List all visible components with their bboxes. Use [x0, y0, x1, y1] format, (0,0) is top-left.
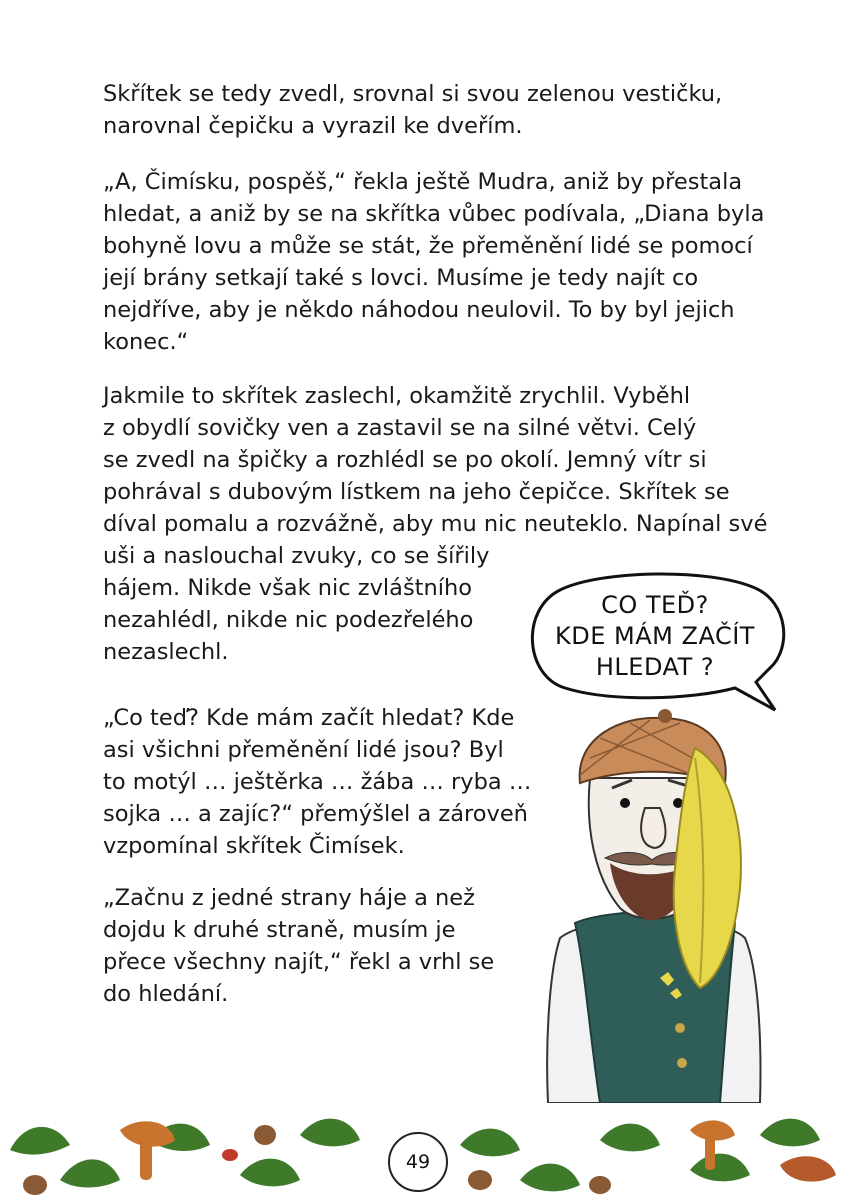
page-number-badge — [388, 1132, 448, 1192]
paragraph-3: Jakmile to skřítek zaslechl, okamžitě zrychlil. Vyběhl z obydlí sovičky ven a zastavil se na silné větvi. Celý se zvedl na špičky a rozhlédl se po okolí. Jemný vítr si pohrával s dubovým lístkem na jeho čepičce. Skřítek se díval pomalu a rozvážně, aby mu nic neuteklo. Napínal své uši a naslouchal zvuky, co se šířily hájem. Nikde však nic zvláštního nezahlédl, nikde nic podezřelého nezaslechl. — [103, 383, 768, 665]
paragraph-4: „Co teď? Kde mám začít hledat? Kde asi všichni přeměnění lidé jsou? Byl to motýl … ještěrka … žába … ryba … sojka … a zajíc?“ přemýšlel a zároveň vzpomínal skřítek Čimísek. — [103, 705, 532, 859]
page-number: 49 — [405, 1151, 431, 1173]
paragraph-5: „Začnu z jedné strany háje a než dojdu k druhé straně, musím je přece všechny najít,“ řekl a vrhl se do hledání. — [103, 885, 495, 1007]
paragraph-1: Skřítek se tedy zvedl, srovnal si svou zelenou vestičku, narovnal čepičku a vyrazil ke dveřím. — [103, 81, 723, 139]
gnome-illustration-icon — [530, 708, 775, 1103]
speech-bubble-text: CO TEĎ? KDE MÁM ZAČÍT HLEDAT ? — [555, 591, 755, 681]
paragraph-2: „A, Čimísku, pospěš,“ řekla ještě Mudra, aniž by přestala hledat, a aniž by se na skřítka vůbec podívala, „Diana byla bohyně lovu a může se stát, že přeměnění lidé se pomocí její brány setkají také s lovci. Musíme je tedy najít co nejdříve, aby je někdo náhodou neulovil. To by byl jejich konec.“ — [103, 169, 765, 355]
